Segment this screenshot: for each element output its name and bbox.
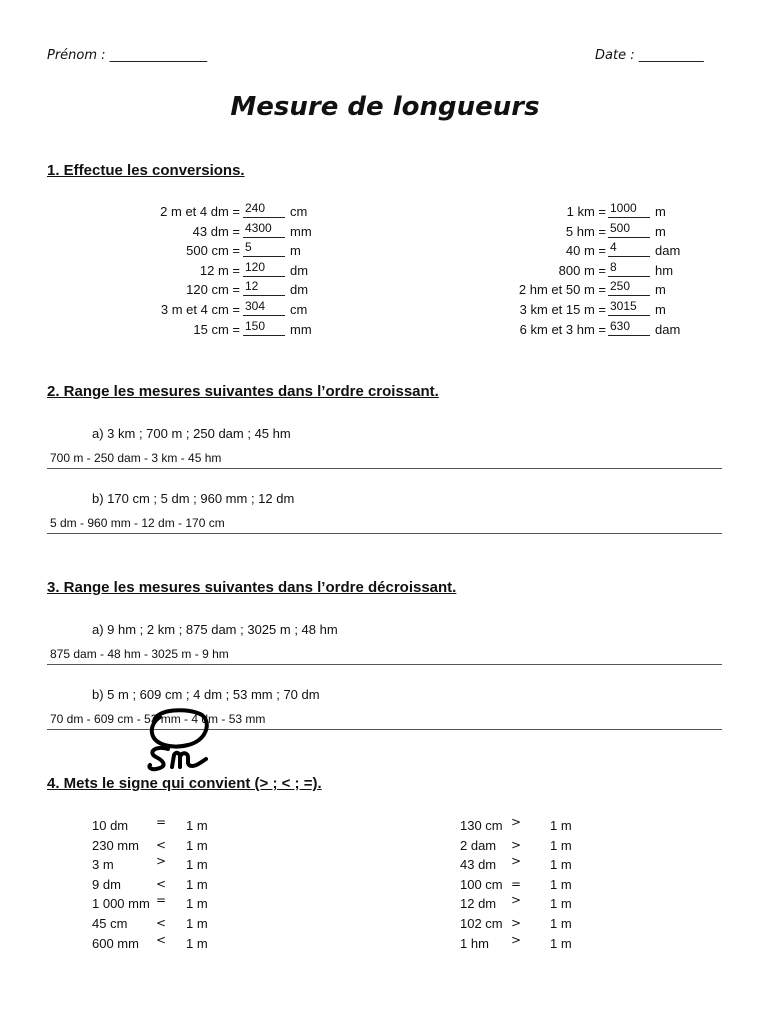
comparison-sign[interactable]: < bbox=[156, 837, 167, 852]
comparison-right-value: 1 m bbox=[186, 935, 208, 951]
comparison-right-value: 1 m bbox=[186, 837, 208, 853]
conversion-unit: dm bbox=[290, 282, 309, 298]
conversion-unit: mm bbox=[290, 321, 312, 337]
conversion-answer-row bbox=[608, 318, 681, 339]
comparison-left-value: 9 dm bbox=[92, 876, 121, 892]
comparison-sign[interactable]: < bbox=[156, 876, 167, 891]
answer-2b-text: 5 dm - 960 mm - 12 dm - 170 cm bbox=[50, 516, 225, 530]
comparison-left-value: 600 mm bbox=[92, 935, 139, 951]
conversion-unit: hm bbox=[655, 262, 674, 278]
comparison-right-value: 1 m bbox=[550, 896, 572, 912]
conversion-answer-row bbox=[608, 242, 680, 260]
conversion-answer[interactable]: 4300 bbox=[243, 222, 285, 238]
conversion-label: 12 m = bbox=[199, 262, 240, 278]
conversion-unit: m bbox=[655, 223, 666, 239]
conversion-label: 2 m et 4 dm = bbox=[160, 204, 240, 219]
handwritten-scribble bbox=[142, 705, 222, 775]
conversion-unit: m bbox=[290, 243, 301, 259]
comparison-right-value: 1 m bbox=[550, 935, 572, 951]
conversion-label: 15 cm = bbox=[193, 321, 240, 337]
conversion-answer[interactable]: 120 bbox=[243, 261, 285, 277]
comparison-left-value: 12 dm bbox=[460, 896, 497, 912]
comparison-right-value: 1 m bbox=[186, 876, 208, 892]
conversion-answer-row bbox=[243, 203, 307, 221]
section-3-heading: 3. Range les mesures suivantes dans l’ordre décroissant. bbox=[47, 579, 457, 596]
conversion-label: 800 m = bbox=[558, 262, 606, 278]
conversion-answer[interactable]: 3015 bbox=[608, 300, 650, 316]
conversion-answer[interactable]: 5 bbox=[243, 241, 285, 257]
comparison-left-value: 3 m bbox=[92, 857, 114, 873]
conversion-answer-row bbox=[243, 259, 309, 280]
conversion-unit: dam bbox=[655, 243, 681, 259]
comparison-sign[interactable]: < bbox=[156, 932, 167, 947]
conversion-unit: dam bbox=[655, 321, 681, 337]
conversion-label: 43 dm = bbox=[192, 223, 240, 239]
answer-2a-text: 700 m - 250 dam - 3 km - 45 hm bbox=[50, 451, 222, 465]
comparison-left-value: 43 dm bbox=[460, 857, 497, 873]
first-name-field[interactable]: Prénom : _______________ bbox=[47, 48, 208, 63]
comparison-sign[interactable]: > bbox=[511, 815, 522, 829]
answer-2b[interactable] bbox=[47, 516, 722, 534]
conversion-label: 5 hm = bbox=[565, 223, 606, 239]
comparison-sign[interactable]: > bbox=[511, 837, 522, 852]
conversion-unit: mm bbox=[290, 223, 312, 239]
comparison-left-value: 102 cm bbox=[460, 916, 503, 931]
conversion-unit: m bbox=[655, 204, 666, 219]
conversion-answer-row bbox=[608, 259, 674, 280]
comparison-right-value: 1 m bbox=[186, 818, 208, 833]
comparison-sign[interactable]: = bbox=[156, 893, 167, 908]
conversion-label: 1 km = bbox=[566, 204, 606, 219]
comparison-right-value: 1 m bbox=[550, 876, 572, 892]
conversion-answer[interactable]: 4 bbox=[608, 241, 650, 257]
conversion-unit: m bbox=[655, 282, 666, 298]
comparison-left-value: 1 000 mm bbox=[92, 896, 150, 912]
conversion-answer[interactable]: 500 bbox=[608, 222, 650, 238]
conversion-answer-row bbox=[243, 242, 301, 260]
comparison-sign[interactable]: > bbox=[156, 854, 167, 869]
comparison-left-value: 2 dam bbox=[460, 837, 497, 853]
conversion-unit: cm bbox=[290, 204, 308, 219]
comparison-sign[interactable]: > bbox=[511, 916, 522, 930]
section-2-heading: 2. Range les mesures suivantes dans l’ordre croissant. bbox=[47, 383, 439, 400]
conversion-answer-row bbox=[243, 220, 312, 241]
conversion-label: 40 m = bbox=[565, 243, 606, 259]
question-3b: b) 5 m ; 609 cm ; 4 dm ; 53 mm ; 70 dm bbox=[92, 687, 320, 702]
page-title: Mesure de longueurs bbox=[230, 92, 540, 122]
conversion-label: 3 km et 15 m = bbox=[519, 302, 606, 317]
conversion-answer[interactable]: 8 bbox=[608, 261, 650, 277]
conversion-answer-row bbox=[608, 281, 666, 299]
comparison-left-value: 45 cm bbox=[92, 916, 128, 931]
date-field[interactable]: Date : __________ bbox=[595, 48, 704, 63]
comparison-left-value: 130 cm bbox=[460, 818, 503, 833]
comparison-left-value: 230 mm bbox=[92, 837, 139, 853]
comparison-sign[interactable]: = bbox=[511, 876, 522, 891]
comparison-right-value: 1 m bbox=[186, 896, 208, 912]
comparison-left-value: 100 cm bbox=[460, 876, 503, 892]
comparison-sign[interactable]: > bbox=[511, 854, 522, 869]
comparison-right-value: 1 m bbox=[550, 916, 572, 931]
answer-3b-text: 70 dm - 609 cm - 53 mm - 4 dm - 53 mm bbox=[50, 712, 266, 726]
conversion-label: 3 m et 4 cm = bbox=[160, 302, 240, 317]
conversion-answer-row bbox=[608, 301, 666, 319]
comparison-left-value: 10 dm bbox=[92, 818, 129, 833]
section-4-heading: 4. Mets le signe qui convient (> ; < ; =). bbox=[47, 775, 322, 792]
comparison-right-value: 1 m bbox=[550, 818, 572, 833]
conversion-answer[interactable]: 12 bbox=[243, 280, 285, 296]
conversion-answer-row bbox=[243, 301, 307, 319]
comparison-sign[interactable]: > bbox=[511, 932, 522, 947]
conversion-answer[interactable]: 250 bbox=[608, 280, 650, 296]
conversion-label: 120 cm = bbox=[186, 282, 240, 298]
answer-2a[interactable] bbox=[47, 451, 722, 469]
conversion-answer[interactable]: 630 bbox=[608, 320, 650, 336]
conversion-answer-row bbox=[608, 203, 666, 221]
answer-3a[interactable] bbox=[47, 647, 722, 665]
comparison-right-value: 1 m bbox=[186, 916, 208, 931]
section-1-heading: 1. Effectue les conversions. bbox=[47, 162, 245, 179]
conversion-unit: dm bbox=[290, 262, 309, 278]
conversion-label: 6 km et 3 hm = bbox=[519, 321, 606, 337]
conversion-answer-row bbox=[243, 281, 308, 299]
comparison-right-value: 1 m bbox=[550, 857, 572, 873]
comparison-sign[interactable]: > bbox=[511, 893, 522, 908]
conversion-answer[interactable]: 1000 bbox=[608, 202, 650, 218]
conversion-unit: m bbox=[655, 302, 666, 317]
conversion-label: 2 hm et 50 m = bbox=[518, 282, 606, 298]
question-2a: a) 3 km ; 700 m ; 250 dam ; 45 hm bbox=[92, 426, 291, 441]
comparison-left-value: 1 hm bbox=[460, 935, 489, 951]
conversion-answer[interactable]: 304 bbox=[243, 300, 285, 316]
comparison-right-value: 1 m bbox=[186, 857, 208, 873]
comparison-sign[interactable]: = bbox=[156, 815, 167, 829]
conversion-unit: cm bbox=[290, 302, 308, 317]
conversion-label: 500 cm = bbox=[186, 243, 240, 259]
conversion-answer-row bbox=[243, 318, 312, 339]
conversion-answer[interactable]: 240 bbox=[243, 202, 285, 218]
answer-3a-text: 875 dam - 48 hm - 3025 m - 9 hm bbox=[50, 647, 229, 661]
conversion-answer-row bbox=[608, 220, 666, 241]
comparison-right-value: 1 m bbox=[550, 837, 572, 853]
question-2b: b) 170 cm ; 5 dm ; 960 mm ; 12 dm bbox=[92, 491, 295, 506]
conversion-answer[interactable]: 150 bbox=[243, 320, 285, 336]
comparison-sign[interactable]: < bbox=[156, 916, 167, 930]
question-3a: a) 9 hm ; 2 km ; 875 dam ; 3025 m ; 48 hm bbox=[92, 622, 338, 637]
